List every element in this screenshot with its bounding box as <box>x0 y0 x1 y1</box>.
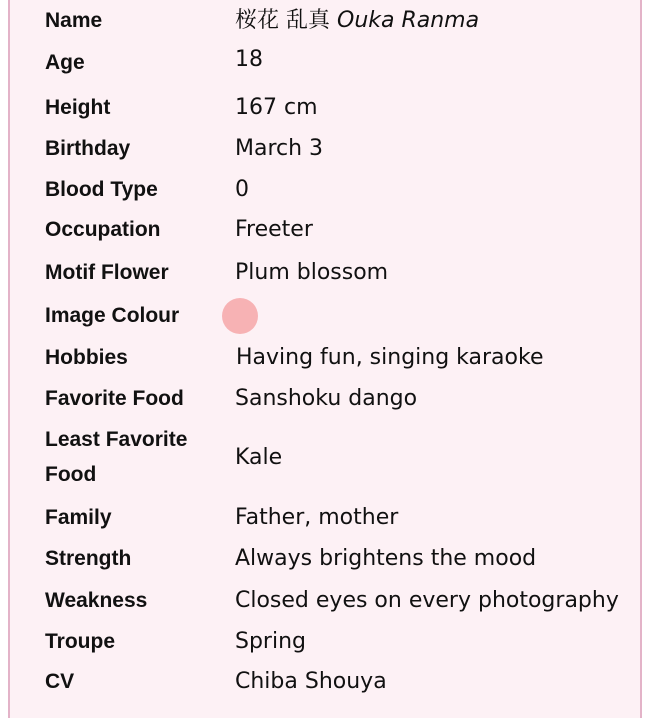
value-troupe: Spring <box>235 629 306 654</box>
label-birthday: Birthday <box>45 137 131 160</box>
value-weakness: Closed eyes on every photography <box>235 588 619 613</box>
value-strength: Always brightens the mood <box>235 546 537 571</box>
value-cv: Chiba Shouya <box>235 669 387 694</box>
value-blood-type: 0 <box>235 177 249 202</box>
label-weakness: Weakness <box>45 589 148 612</box>
value-hobbies: Having fun, singing karaoke <box>236 345 544 370</box>
value-occupation: Freeter <box>235 217 313 242</box>
label-occupation: Occupation <box>45 218 161 241</box>
label-troupe: Troupe <box>45 630 116 653</box>
label-hobbies: Hobbies <box>45 346 128 369</box>
value-least-favorite-food: Kale <box>235 445 283 470</box>
value-name <box>235 3 479 38</box>
label-strength: Strength <box>45 547 132 570</box>
label-height: Height <box>45 96 111 119</box>
label-least-favorite-food: Least Favorite Food <box>45 428 188 486</box>
label-image-colour: Image Colour <box>45 304 180 327</box>
name-japanese: 桜花 乱真 <box>235 8 330 33</box>
value-birthday: March 3 <box>235 136 324 161</box>
value-height: 167 cm <box>235 95 318 120</box>
value-motif-flower: Plum blossom <box>235 260 389 285</box>
label-motif-flower: Motif Flower <box>45 261 169 284</box>
value-family: Father, mother <box>235 505 399 530</box>
label-blood-type: Blood Type <box>45 178 158 201</box>
profile-card <box>8 0 642 718</box>
label-age: Age <box>45 51 85 74</box>
value-favorite-food: Sanshoku dango <box>235 386 418 411</box>
label-name: Name <box>45 9 103 32</box>
image-colour-swatch <box>222 298 258 334</box>
value-age: 18 <box>235 47 263 72</box>
label-cv: CV <box>45 670 75 693</box>
name-romaji: Ouka Ranma <box>337 8 480 33</box>
label-favorite-food: Favorite Food <box>45 387 184 410</box>
label-family: Family <box>45 506 112 529</box>
